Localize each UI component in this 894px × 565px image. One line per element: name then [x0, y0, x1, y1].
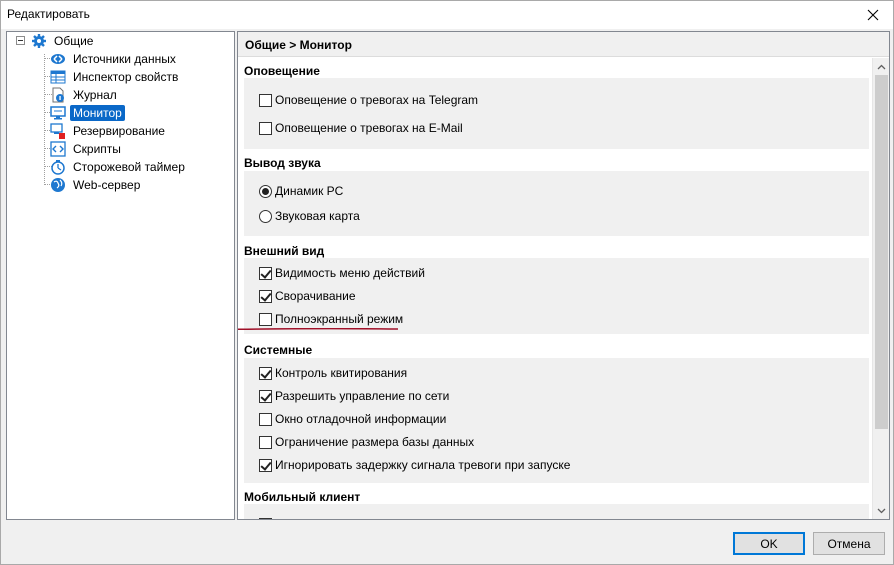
tree-item-label: Инспектор свойств [73, 70, 179, 84]
window-title: Редактировать [7, 7, 90, 21]
checkbox-label: Игнорировать задержку сигнала тревоги при запуске [275, 458, 571, 472]
checkbox-box [259, 518, 272, 519]
chevron-up-icon [877, 64, 886, 70]
close-button[interactable] [853, 1, 893, 29]
tree-item-property-inspector[interactable] [50, 68, 181, 86]
settings-content [238, 58, 873, 519]
debug-window-checkbox[interactable] [259, 412, 446, 426]
tree-item-web-server[interactable] [50, 176, 143, 194]
checkbox-label: Контроль квитирования [275, 366, 408, 380]
tree-item-label: Скрипты [73, 142, 121, 156]
checkbox-label: Оповещение о тревогах на Telegram [275, 93, 479, 107]
tree-item-label: Журнал [73, 88, 117, 102]
section-title-sound: Вывод звука [244, 156, 321, 170]
tree-item-backup[interactable] [50, 122, 168, 140]
cancel-button[interactable]: Отмена [813, 532, 885, 555]
radio-circle [259, 210, 272, 223]
mobile-option-checkbox[interactable] [259, 518, 275, 519]
globe-icon [50, 177, 66, 193]
panel-header: Общие > Монитор [238, 32, 889, 57]
stopwatch-icon [50, 159, 66, 175]
tree-item-monitor[interactable] [50, 104, 125, 122]
checkbox-label: Ограничение размера базы данных [275, 435, 475, 449]
radio-label: Динамик PC [275, 184, 344, 198]
tree-item-label: Источники данных [73, 52, 176, 66]
system-group [244, 358, 869, 483]
tree-item-label: Монитор [70, 105, 125, 121]
section-title-system: Системные [244, 343, 313, 357]
settings-panel [237, 31, 890, 520]
journal-icon [50, 87, 66, 103]
checkbox-box [259, 313, 272, 326]
tree-item-datasources[interactable] [50, 50, 179, 68]
vertical-scrollbar[interactable] [872, 58, 889, 519]
checkbox-label: Полноэкранный режим [275, 312, 404, 326]
checkbox-box [259, 413, 272, 426]
tree-item-scripts[interactable] [50, 140, 124, 158]
settings-tree [6, 31, 235, 520]
section-title-notification: Оповещение [244, 64, 320, 78]
menu-visibility-checkbox[interactable] [259, 266, 425, 280]
ok-button[interactable]: OK [733, 532, 805, 555]
annotation-underline [238, 328, 398, 330]
telegram-notify-checkbox[interactable] [259, 93, 478, 107]
section-title-mobile: Мобильный клиент [244, 490, 361, 504]
radio-circle [259, 185, 272, 198]
checkbox-box [259, 436, 272, 449]
checkbox-label: Видимость меню действий [275, 266, 425, 280]
sound-group [244, 171, 869, 236]
checkbox-box [259, 367, 272, 380]
radio-label: Звуковая карта [275, 209, 360, 223]
tree-item-journal[interactable] [50, 86, 120, 104]
checkbox-box [259, 459, 272, 472]
datasource-icon [50, 51, 66, 67]
checkbox-box [259, 290, 272, 303]
checkbox-box [259, 94, 272, 107]
section-title-appearance: Внешний вид [244, 244, 325, 258]
scroll-up-button[interactable] [873, 58, 890, 75]
sound-card-radio[interactable] [259, 209, 360, 223]
scrollbar-thumb[interactable] [875, 75, 888, 429]
fullscreen-checkbox[interactable] [259, 312, 403, 326]
pc-speaker-radio[interactable] [259, 184, 343, 198]
checkbox-label: Разрешить управление по сети [275, 389, 450, 403]
tree-item-general[interactable] [31, 32, 96, 50]
mobile-group [244, 504, 869, 519]
ack-control-checkbox[interactable] [259, 366, 407, 380]
tree-item-label: Общие [54, 34, 94, 48]
chevron-down-icon [877, 508, 886, 514]
minimize-checkbox[interactable] [259, 289, 356, 303]
email-notify-checkbox[interactable] [259, 121, 463, 135]
tree-item-watchdog[interactable] [50, 158, 188, 176]
checkbox-label: Окно отладочной информации [275, 412, 447, 426]
scroll-down-button[interactable] [873, 502, 890, 519]
tree-item-label: Резервирование [73, 124, 165, 138]
checkbox-label: Сворачивание [275, 289, 356, 303]
gear-icon [31, 33, 47, 49]
checkbox-box [259, 122, 272, 135]
close-icon [867, 9, 879, 21]
title-bar [1, 1, 893, 29]
tree-item-label: Web-сервер [73, 178, 141, 192]
appearance-group [244, 258, 869, 334]
network-control-checkbox[interactable] [259, 389, 449, 403]
backup-icon [50, 123, 66, 139]
notification-group [244, 78, 869, 149]
ignore-alarm-delay-checkbox[interactable] [259, 458, 570, 472]
collapse-toggle[interactable] [16, 36, 25, 45]
checkbox-label: Оповещение о тревогах на E-Mail [275, 121, 463, 135]
table-icon [50, 69, 66, 85]
checkbox-box [259, 390, 272, 403]
db-size-limit-checkbox[interactable] [259, 435, 474, 449]
tree-item-label: Сторожевой таймер [73, 160, 185, 174]
monitor-icon [50, 105, 66, 121]
script-icon [50, 141, 66, 157]
checkbox-box [259, 267, 272, 280]
